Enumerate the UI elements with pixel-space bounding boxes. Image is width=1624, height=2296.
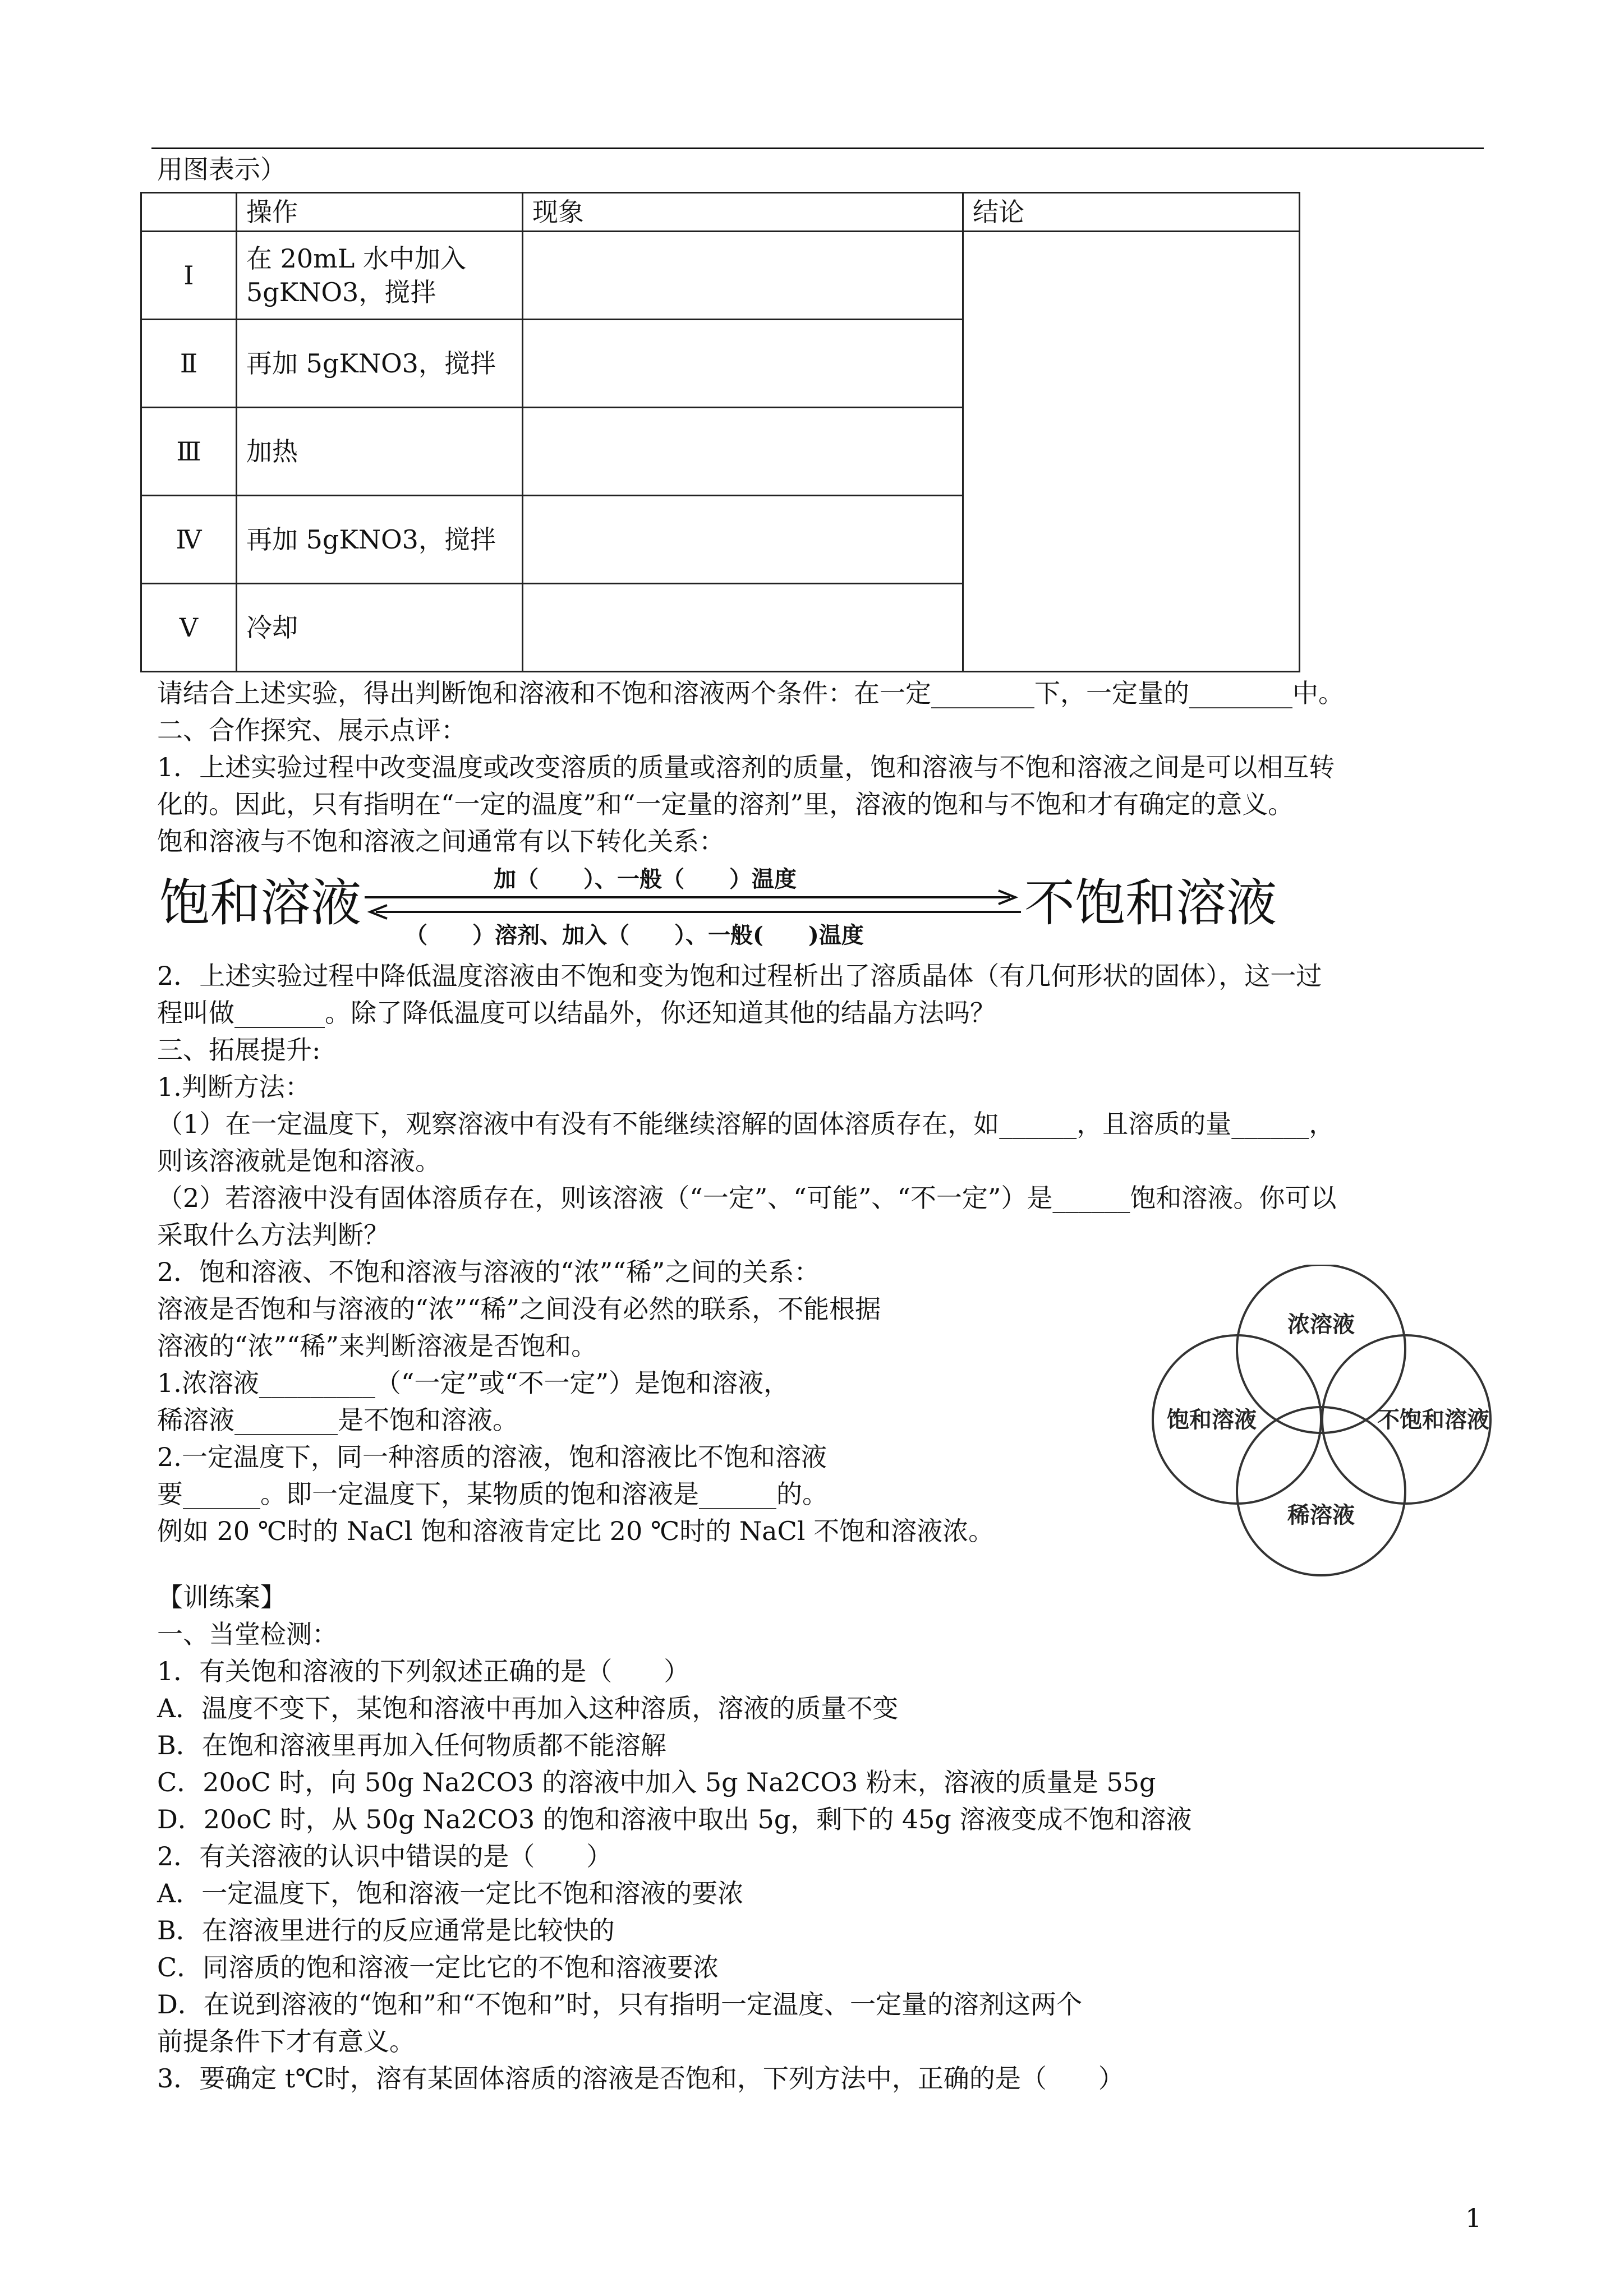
header-cell-conclusion: 结论 [963, 193, 1300, 232]
header-cell-blank [141, 193, 237, 232]
row-phenomenon-cell [523, 232, 963, 320]
paragraph-line: 溶液的“浓”“稀”来判断溶液是否饱和。 [157, 1331, 597, 1361]
row-phenomenon-cell [523, 408, 963, 496]
paragraph-line: 2．上述实验过程中降低温度溶液由不饱和变为饱和过程析出了溶质晶体（有几何形状的固体），这一过 [157, 961, 1322, 991]
paragraph-line: 1．上述实验过程中改变温度或改变溶质的质量或溶剂的质量，饱和溶液与不饱和溶液之间是可以相互转 [157, 752, 1335, 782]
paragraph-line: 采取什么方法判断？ [157, 1220, 389, 1250]
paragraph-line: 2.一定温度下，同一种溶质的溶液，饱和溶液比不饱和溶液 [157, 1442, 827, 1472]
row-phenomenon-cell [523, 496, 963, 584]
intro-line: 用图表示） [157, 154, 286, 185]
experiment-table [140, 192, 1300, 672]
row-number: Ⅳ [141, 496, 237, 584]
unsaturated-solution-label: 不饱和溶液 [1024, 874, 1277, 933]
paragraph-line: 2．饱和溶液、不饱和溶液与溶液的“浓”“稀”之间的关系： [157, 1257, 820, 1287]
question-1-option-a: A．温度不变下，某饱和溶液中再加入这种溶质，溶液的质量不变 [157, 1693, 899, 1723]
row-operation: 再加 5gKNO3，搅拌 [237, 496, 523, 584]
paragraph-line: 饱和溶液与不饱和溶液之间通常有以下转化关系： [157, 826, 725, 856]
question-1-option-d: D．20oC 时，从 50g Na2CO3 的饱和溶液中取出 5g，剩下的 45g 溶液变成不饱和溶液 [157, 1804, 1192, 1834]
header-cell-phenomenon: 现象 [523, 193, 963, 232]
conversion-bottom-condition: （ ）溶剂、加入（ ）、一般( )温度 [405, 922, 864, 948]
question-2-option-a: A．一定温度下，饱和溶液一定比不饱和溶液的要浓 [157, 1878, 744, 1908]
paragraph-line: （2）若溶液中没有固体溶质存在，则该溶液（“一定”、“可能”、“不一定”）是______饱和溶液。你可以 [157, 1183, 1337, 1213]
section-heading-training: 【训练案】 [157, 1582, 286, 1612]
paragraph-line: 例如 20 ℃时的 NaCl 饱和溶液肯定比 20 ℃时的 NaCl 不饱和溶液浓。 [157, 1516, 995, 1546]
row-phenomenon-cell [523, 584, 963, 672]
venn-diagram [1147, 1265, 1495, 1579]
paragraph-line: 程叫做_______。除了降低温度可以结晶外，你还知道其他的结晶方法吗？ [157, 998, 996, 1028]
conditions-line: 请结合上述实验，得出判断饱和溶液和不饱和溶液两个条件：在一定________下，一定量的________中。 [157, 678, 1344, 708]
venn-label-unsaturated: 不饱和溶液 [1377, 1407, 1489, 1433]
paragraph-line: 则该溶液就是饱和溶液。 [157, 1146, 441, 1176]
question-2-option-b: B．在溶液里进行的反应通常是比较快的 [157, 1915, 615, 1945]
paragraph-line: （1）在一定温度下，观察溶液中有没有不能继续溶解的固体溶质存在，如______，且溶质的量______， [157, 1109, 1335, 1139]
conclusion-cell [963, 232, 1300, 672]
venn-label-concentrated: 浓溶液 [1287, 1312, 1355, 1338]
paragraph-line: 稀溶液________是不饱和溶液。 [157, 1405, 518, 1435]
row-phenomenon-cell [523, 320, 963, 408]
paragraph-line: 化的。因此，只有指明在“一定的温度”和“一定量的溶剂”里，溶液的饱和与不饱和才有确定的意义。 [157, 789, 1294, 819]
paragraph-line: 1.浓溶液_________（“一定”或“不一定”）是饱和溶液， [157, 1368, 789, 1398]
table-header-row [141, 193, 1300, 232]
row-number: Ⅲ [141, 408, 237, 496]
question-1-option-c: C．20oC 时，向 50g Na2CO3 的溶液中加入 5g Na2CO3 粉末，溶液的质量是 55g [157, 1767, 1156, 1797]
header-rule [151, 147, 1484, 149]
table-row [141, 232, 1300, 320]
header-cell-operation: 操作 [237, 193, 523, 232]
row-number: Ⅱ [141, 320, 237, 408]
section-heading-2: 二、合作探究、展示点评： [157, 715, 467, 745]
row-number: Ⅰ [141, 232, 237, 320]
section-heading-3: 三、拓展提升: [157, 1035, 321, 1065]
row-number: Ⅴ [141, 584, 237, 672]
question-2: 2．有关溶液的认识中错误的是（ ） [157, 1841, 613, 1871]
venn-label-dilute: 稀溶液 [1287, 1502, 1355, 1528]
section-heading-test: 一、当堂检测： [157, 1619, 338, 1649]
venn-label-saturated: 饱和溶液 [1167, 1407, 1257, 1433]
page-number: 1 [1465, 2203, 1482, 2233]
row-operation: 冷却 [237, 584, 523, 672]
question-2-option-d-cont: 前提条件下才有意义。 [157, 2026, 415, 2057]
question-3: 3．要确定 t℃时，溶有某固体溶质的溶液是否饱和，下列方法中，正确的是（ ） [157, 2063, 1124, 2094]
subheading: 1.判断方法： [157, 1072, 311, 1102]
row-operation: 加热 [237, 408, 523, 496]
row-operation: 在 20mL 水中加入 5gKNO3，搅拌 [237, 232, 523, 320]
conversion-top-condition: 加（ ）、一般（ ）温度 [494, 866, 797, 892]
question-1: 1．有关饱和溶液的下列叙述正确的是（ ） [157, 1656, 690, 1686]
saturated-solution-label: 饱和溶液 [159, 874, 361, 933]
paragraph-line: 要______。即一定温度下，某物质的饱和溶液是______的。 [157, 1479, 828, 1509]
question-1-option-b: B．在饱和溶液里再加入任何物质都不能溶解 [157, 1730, 666, 1760]
question-2-option-c: C．同溶质的饱和溶液一定比它的不饱和溶液要浓 [157, 1952, 719, 1983]
paragraph-line: 溶液是否饱和与溶液的“浓”“稀”之间没有必然的联系，不能根据 [157, 1294, 881, 1324]
question-2-option-d: D．在说到溶液的“饱和”和“不饱和”时，只有指明一定温度、一定量的溶剂这两个 [157, 1989, 1082, 2020]
conversion-arrows [359, 889, 1027, 921]
row-operation: 再加 5gKNO3，搅拌 [237, 320, 523, 408]
